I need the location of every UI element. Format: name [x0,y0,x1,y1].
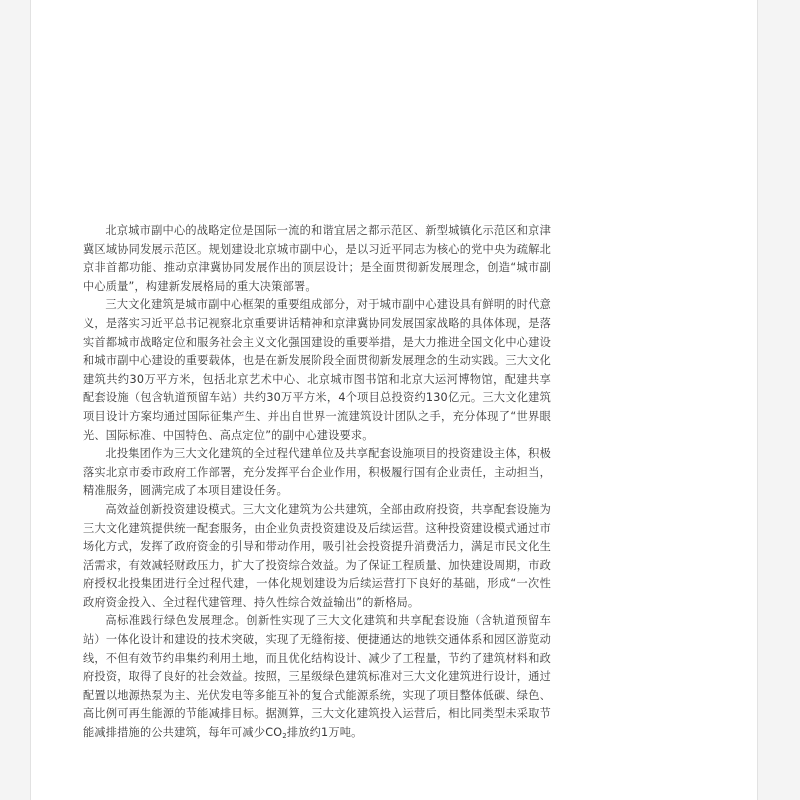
document-body [83,222,551,743]
paragraph-5-text: 高标准践行绿色发展理念。创新性实现了三大文化建筑和共享配套设施（含轨道预留车站）一体化设计和建设的技术突破，实现了无缝衔接、便捷通达的地铁交通体系和园区游览动线，不但有效节约串集约利用土地，而且优化结构设计、减少了工程量，节约了建筑材料和政府投资，取得了良好的社会效益。按照，三星级绿色建筑标准对三大文化建筑进行设计，通过配置以地源热泵为主、光伏发电等多能互补的复合式能源系统，实现了项目整体低碳、绿色、高比例可再生能源的节能减排目标。据测算，三大文化建筑投入运营后，相比同类型未采取节能减排措施的公共建筑，每年可减少CO [83,614,551,740]
paragraph-2: 三大文化建筑是城市副中心框架的重要组成部分，对于城市副中心建设具有鲜明的时代意义，是落实习近平总书记视察北京重要讲话精神和京津冀协同发展国家战略的具体体现，是落实首都城市战略定位和服务社会主义文化强国建设的重要举措，是大力推进全国文化中心建设和城市副中心建设的重要载体，也是在新发展阶段全面贯彻新发展理念的生动实践。三大文化建筑共约30万平方米，包括北京艺术中心、北京城市图书馆和北京大运河博物馆，配建共享配套设施（包含轨道预留车站）共约30万平方米，4个项目总投资约130亿元。三大文化建筑项目设计方案均通过国际征集产生、并出自世界一流建筑设计团队之手，充分体现了“世界眼光、国际标准、中国特色、高点定位”的副中心建设要求。 [83,298,551,442]
paragraph-4: 高效益创新投资建设模式。三大文化建筑为公共建筑，全部由政府投资，共享配套设施为三大文化建筑提供统一配套服务，由企业负责投资建设及后续运营。这种投资建设模式通过市场化方式，发挥了政府资金的引导和带动作用，吸引社会投资提升消费活力，满足市民文化生活需求，有效减轻财政压力，扩大了投资综合效益。为了保证工程质量、加快建设周期，市政府授权北投集团进行全过程代建，一体化规划建设为后续运营打下良好的基础，形成“一次性政府资金投入、全过程代建管理、持久性综合效益输出”的新格局。 [83,502,551,609]
document-page [30,0,758,800]
co2-subscript: 2 [282,732,287,741]
paragraph-3: 北投集团作为三大文化建筑的全过程代建单位及共享配套设施项目的投资建设主体，积极落实北京市委市政府工作部署，充分发挥平台企业作用，积极履行国有企业责任，主动担当，精准服务，圆满完成了本项目建设任务。 [83,447,551,498]
paragraph-5-tail: 排放约1万吨。 [286,726,363,740]
paragraph-1: 北京城市副中心的战略定位是国际一流的和谐宜居之都示范区、新型城镇化示范区和京津冀区域协同发展示范区。规划建设北京城市副中心，是以习近平同志为核心的党中央为疏解北京非首都功能、推动京津冀协同发展作出的顶层设计；是全面贯彻新发展理念，创造“城市副中心质量”，构建新发展格局的重大决策部署。 [83,224,551,293]
paragraph-5 [83,612,551,742]
